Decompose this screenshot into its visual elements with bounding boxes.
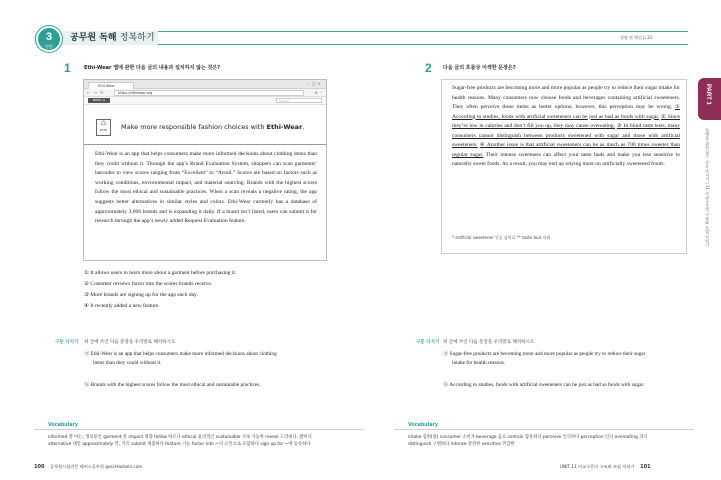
vocab-title-left: Vocabulary xyxy=(48,423,81,428)
passage-box xyxy=(441,79,687,254)
syntax-tag-right: 구문 다지기 xyxy=(416,340,440,345)
vocab-divider-left xyxy=(34,429,364,430)
content-divider xyxy=(84,144,326,145)
answer-reference: 정답 및 해설 p.10 xyxy=(620,35,653,40)
option-3[interactable]: ③ More brands are signing up for the app each day. xyxy=(84,292,198,298)
browser-menu-icon[interactable]: ⊕ ⋮ xyxy=(314,90,323,95)
vocab-title-right: Vocabulary xyxy=(408,423,441,428)
unit-number: 3 xyxy=(45,31,53,43)
sentence-2[interactable]: ② Since they’re low in calories and don’t fill you up, they may cause overeating. xyxy=(452,113,681,130)
option-4[interactable]: ④ It recently added a new feature. xyxy=(84,303,160,309)
window-controls-icon[interactable]: –□× xyxy=(307,81,323,86)
question-1-number: 1 xyxy=(64,61,71,75)
ethi-wear-logo xyxy=(96,119,111,136)
side-tab-subtitle: 독해를 위한 필수 구문 다지기 | 11 비교구문의 구조와 쓰임 익히기 xyxy=(705,128,710,248)
footer-right xyxy=(560,464,651,470)
title-bold: 공무원 독해 xyxy=(70,33,117,43)
vocab-divider-right xyxy=(394,429,694,430)
question-2-number: 2 xyxy=(425,61,432,75)
vocab-left-line-1: informed 잘 아는, 정보통인 garment 옷 impact 영향 follow 따르다 ethical 윤리적인 sustainable 지속 가능한 reveal 드러내다, 밝히다 xyxy=(48,435,312,440)
footer-left xyxy=(34,464,142,470)
answer-options xyxy=(84,268,236,312)
page-number-left: 100 xyxy=(34,464,45,470)
page-title xyxy=(70,31,155,45)
site-menu-bar xyxy=(84,97,326,105)
unit-badge xyxy=(36,26,62,52)
footer-right-text: UNIT 11 비교구문의 구조와 쓰임 익히기 xyxy=(560,464,635,469)
browser-tab[interactable]: Ethi-Wear xyxy=(88,82,134,89)
sentence-b-left: ⓑ Brands with the highest scores follow the most ethical and sustainable practices. xyxy=(84,382,261,388)
site-tagline: Make more responsible fashion choices with Ethi-Wear. xyxy=(121,123,305,131)
title-light: 정복하기 xyxy=(119,33,155,43)
vocab-left xyxy=(34,423,364,453)
passage-text: Sugar-free products are becoming more and more popular as people try to reduce their sugar intake for health reasons. Many consumers now choose foods and beverages containing artificial sweeteners. They often perceive these items as better options; however, this perception may be wrong. ① According to studies, foods with artificial sweeteners can be just as bad as foods with sugar. ② Since they’re low in calories and don’t fill you up, they may cause overeating. ③ In blind taste tests, many consumers cannot distinguish between products sweetened with sugar and those with artificial sweeteners. ④ Another issue is that artificial sweeteners can be as much as 700 times sweeter than regular sugar. Their intense sweetness can affect your taste buds and make you less sensitive to naturally sweet foods. As a result, you may end up relying more on artificially sweetened foods. xyxy=(452,85,681,168)
option-1[interactable]: ① It allows users to learn more about a garment before purchasing it. xyxy=(84,270,237,276)
syntax-tag-left: 구문 다지기 xyxy=(55,340,79,345)
vocab-left-line-2: alternative 대안 approximately 약, 거의 submit 제출하다 feature 기능 factor into ~의 요인으로 포함하다 sign up for ~에 등록하다 xyxy=(48,442,311,447)
part-side-tab[interactable]: PART 1 xyxy=(698,78,721,120)
logo-text: ETHI xyxy=(100,128,107,132)
sentence-1[interactable]: ① According to studies, foods with artificial sweeteners can be just as bad as foods with sugar. xyxy=(452,104,680,120)
vocab-right xyxy=(394,423,694,453)
browser-window xyxy=(83,79,327,261)
menu-button[interactable]: MENU ≡ xyxy=(88,98,110,103)
sentence-a-right: ⓐ Sugar-free products are becoming more and more popular as people try to reduce their sugar xyxy=(443,351,646,357)
sentence-a-left-cont: items than they could without it. xyxy=(93,360,162,366)
site-search-input[interactable]: Search xyxy=(276,98,322,103)
hanger-icon: ♺ xyxy=(100,120,107,127)
nav-arrows-icon[interactable]: ← → ↻ xyxy=(87,90,105,95)
glossary-note: * artificial sweetener 인공 감미료 ** taste bud 미뢰 xyxy=(452,235,551,240)
sentence-a-right-cont: intake for health reasons. xyxy=(452,360,506,366)
syntax-prompt-left: 위 글에 쓰인 다음 문장을 우리말로 해석하시오. xyxy=(84,340,177,345)
vocab-right-line-1: intake 섭취(량) consumer 소비자 beverage 음료 contain 함유하다 perceive 인식하다 perception 인식 overeating 과식 xyxy=(408,435,648,440)
option-2[interactable]: ② Customer reviews factor into the scores brands receive. xyxy=(84,281,213,287)
sentence-3[interactable]: ③ In blind taste tests, many consumers cannot distinguish between products sweetened with sugar and those with artificial sweeteners. xyxy=(452,123,680,149)
address-field[interactable]: https://ethiwear.org xyxy=(114,90,304,96)
footer-left-text: 공무원시험전문 해커스공무원 gosi.Hackers.com xyxy=(50,464,143,469)
sentence-4[interactable]: ④ Another issue is that artificial sweeteners can be as much as 700 times sweeter than regular sugar. xyxy=(452,142,681,158)
brand-name: Ethi-Wear xyxy=(266,123,303,131)
article-text: Ethi-Wear is an app that helps consumers make more informed decisions about clothing items than they could without it. Through the app’s Brand Evaluation System, shoppers can scan garments’ barcodes to view scores ranging from “Excellent” to “Avoid.” Scores are based on factors such as working conditions, environmental impact, and material sourcing. Brands with the highest scores follow the most ethical and sustainable practices. When a scan reveals a negative rating, the app suggests better alternatives in similar styles and colors. Ethi-Wear currently has a database of approximately 3,000 brands and is expanding it daily. If a brand isn’t listed, users can submit it for research through the app’s newly added Request Evaluation feature. xyxy=(95,151,317,225)
syntax-prompt-right: 위 글에 쓰인 다음 문장을 우리말로 해석하시오. xyxy=(443,340,536,345)
browser-url-bar xyxy=(84,89,326,97)
sentence-a-left: ⓐ Ethi-Wear is an app that helps consumers make more informed decisions about clothing xyxy=(84,351,277,357)
question-1-prompt: Ethi-Wear 앱에 관한 다음 글의 내용과 일치하지 않는 것은? xyxy=(84,65,221,71)
question-2-prompt: 다음 글의 흐름상 어색한 문장은? xyxy=(443,65,516,71)
sentence-b-right: ⓑ According to studies, foods with artificial sweeteners can be just as bad as foods with sugar. xyxy=(443,382,645,388)
browser-tab-bar xyxy=(84,80,326,89)
unit-label: 단원 xyxy=(45,44,53,49)
vocab-right-line-2: distinguish 구별하다 intense 강렬한 sensitive 민감한 xyxy=(408,442,515,447)
page-number-right: 101 xyxy=(640,464,651,470)
